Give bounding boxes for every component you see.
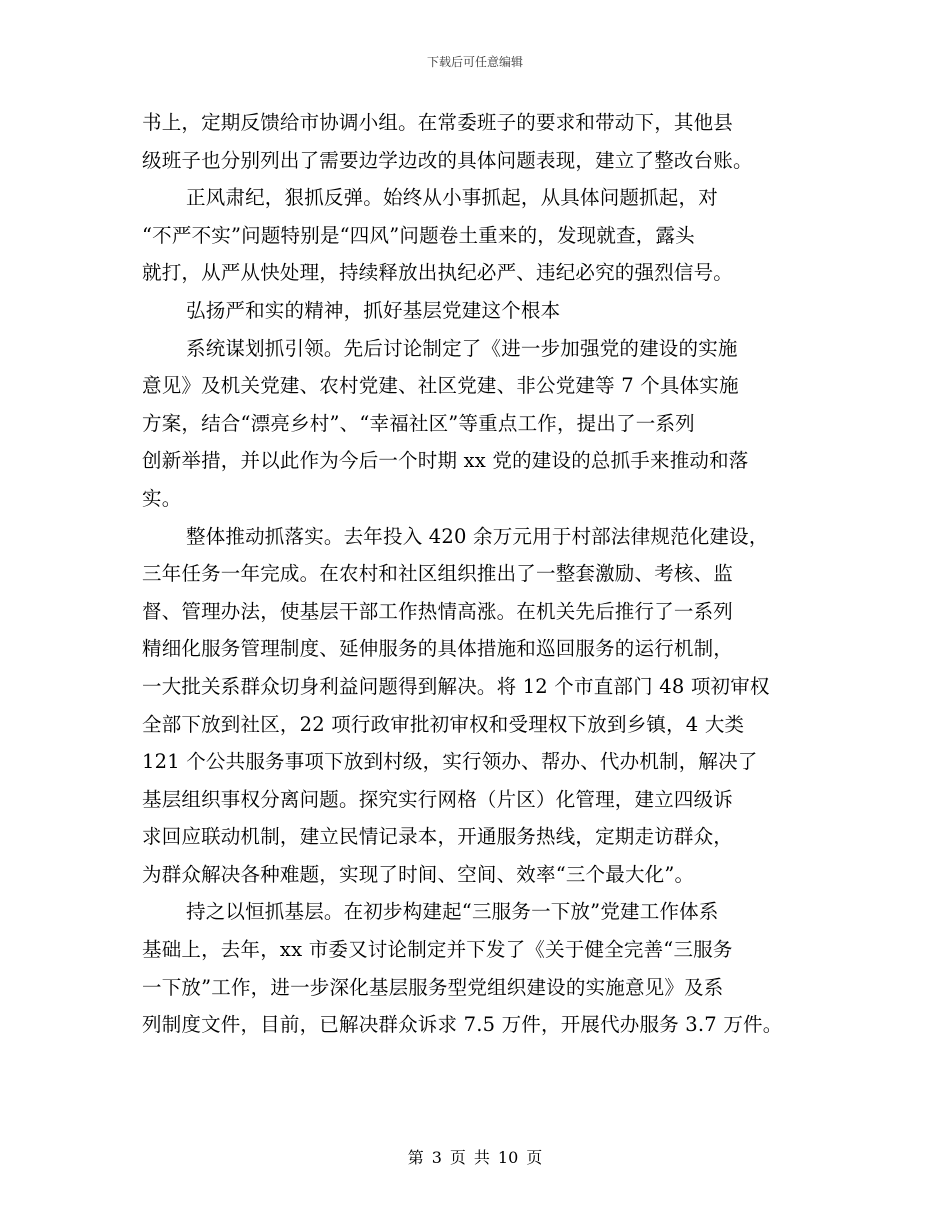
text-line: 就打，从严从快处理，持续释放出执纪必严、违纪必究的强烈信号。 [142,261,734,285]
footer-page-number: 3 [431,1148,442,1167]
text-line: 方案，结合“漂亮乡村”、“幸福社区”等重点工作，提出了一系列 [142,411,695,435]
text-line: 督、管理办法，使基层干部工作热情高涨。在机关先后推行了一系列 [142,599,734,623]
text-line: 为群众解决各种难题，实现了时间、空间、效率“三个最大化”。 [142,862,695,886]
text-line: 级班子也分别列出了需要边学边改的具体问题表现，建立了整改台账。 [142,148,753,172]
header-note: 下载后可任意编辑 [426,55,523,69]
text-line: 系统谋划抓引领。先后讨论制定了《进一步加强党的建设的实施 [186,336,738,360]
footer-suffix: 页 [526,1148,543,1167]
text-line: 实。 [142,486,182,510]
text-line: 求回应联动机制，建立民情记录本，开通服务热线，定期走访群众， [142,825,734,849]
text-line: 三年任务一年完成。在农村和社区组织推出了一整套激励、考核、监 [142,562,734,586]
text-line: 整体推动抓落实。去年投入 420 余万元用于村部法律规范化建设， [186,524,769,548]
text-line: 基层组织事权分离问题。探究实行网格（片区）化管理，建立四级诉 [142,787,734,811]
document-body [142,104,822,1044]
text-line: 正风肃纪，狠抓反弹。始终从小事抓起，从具体问题抓起，对 [186,186,718,210]
footer-total-pages: 10 [497,1148,519,1167]
text-line: 持之以恒抓基层。在初步构建起“三服务一下放”党建工作体系 [186,900,719,924]
footer-prefix: 第 [407,1148,424,1167]
text-line: 一下放”工作，进一步深化基层服务型党组织建设的实施意见》及系 [142,975,724,999]
text-line: 121 个公共服务事项下放到村级，实行领办、帮办、代办机制，解决了 [142,750,758,774]
footer-page-label: 页 [449,1148,466,1167]
text-line: 列制度文件，目前，已解决群众诉求 7.5 万件，开展代办服务 3.7 万件。 [142,1013,783,1037]
text-line: “不严不实”问题特别是“四风”问题卷土重来的，发现就查，露头 [142,223,695,247]
text-line: 精细化服务管理制度、延伸服务的具体措施和巡回服务的运行机制， [142,637,734,661]
text-line: 书上，定期反馈给市协调小组。在常委班子的要求和带动下，其他县 [142,111,734,134]
text-line: 全部下放到社区，22 项行政审批初审权和受理权下放到乡镇，4 大类 [142,712,745,736]
page-footer [0,1148,950,1168]
page-header [0,54,950,70]
text-line: 基础上，去年，xx 市委又讨论制定并下发了《关于健全完善“三服务 [142,938,733,962]
text-line: 意见》及机关党建、农村党建、社区党建、非公党建等 7 个具体实施 [142,374,739,398]
text-line: 弘扬严和实的精神，抓好基层党建这个根本 [186,298,561,322]
footer-total-label: 共 [473,1148,490,1167]
text-line: 创新举措，并以此作为今后一个时期 xx 党的建设的总抓手来推动和落 [142,449,749,473]
text-line: 一大批关系群众切身利益问题得到解决。将 12 个市直部门 48 项初审权 [142,674,770,698]
